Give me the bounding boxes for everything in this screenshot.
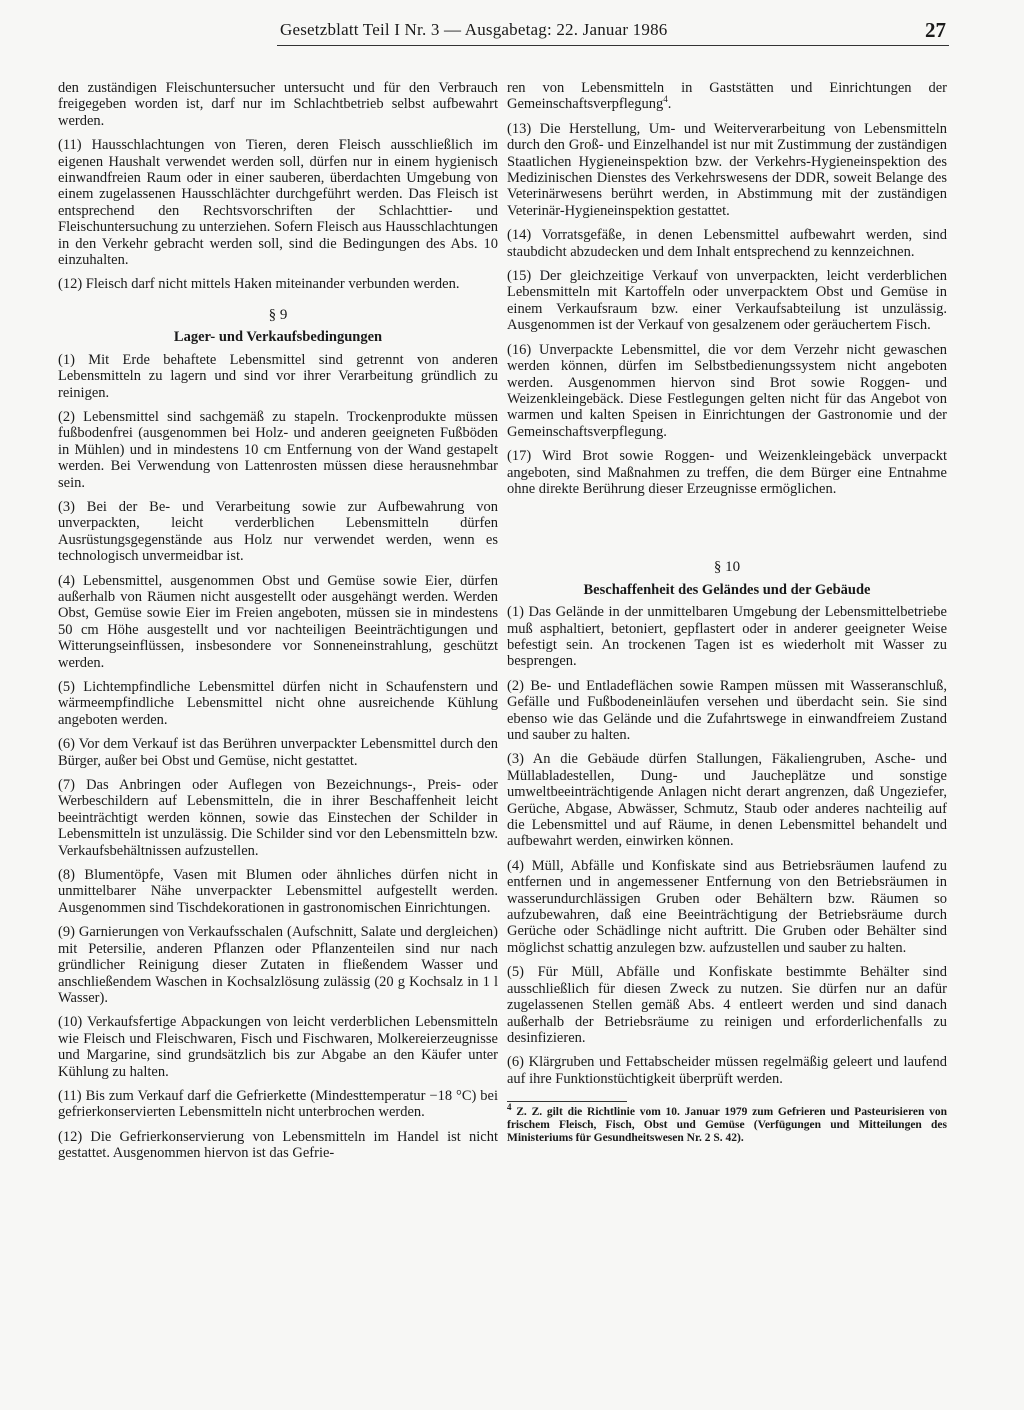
paragraph-9-9: (9) Garnierungen von Verkaufsschalen (Aufschnitt, Salate und dergleichen) mit Petersilie, anderen Pflanzen oder Pflanzenteilen sind nur nach gründlicher Reinigung dieser Zutaten in fließendem Wasser und anschließendem Waschen in Kochsalzlösung zulässig (20 g Kochsalz in 1 l Wasser). [58,924,498,1006]
footnote-rule [507,1101,627,1102]
paragraph-9-5: (5) Lichtempfindliche Lebensmittel dürfen nicht in Schaufenstern und wärmeempfindliche Lebensmittel nicht ohne ausreichende Kühlung angeboten werden. [58,679,498,728]
gazette-title: Gesetzblatt Teil I Nr. 3 — Ausgabetag: 22. Januar 1986 [280,20,668,39]
header-rule [277,45,949,46]
paragraph-9-11: (11) Bis zum Verkauf darf die Gefrierkette (Mindesttemperatur −18 °C) bei gefrierkonservierten Lebensmitteln nicht unterbrochen werden. [58,1087,498,1121]
paragraph-8-12: (12) Fleisch darf nicht mittels Haken miteinander verbunden werden. [58,276,460,293]
section-10-number: § 10 [713,559,741,576]
paragraph-9-7: (7) Das Anbringen oder Auflegen von Bezeichnungs-, Preis- oder Werbeschildern auf Lebensmitteln, die in ihrer Beschaffenheit leicht beeinträchtigt werden können, sowie das Einstechen der Schilder in Lebensmitteln ist unzulässig. Die Schilder sind vor den Lebensmitteln bzw. Verkaufsbehältnissen aufzustellen. [58,777,498,859]
footnote-reference: 4 [663,94,668,105]
paragraph-9-16: (16) Unverpackte Lebensmittel, die vor dem Verzehr nicht gewaschen werden können, dürfen im Selbstbedienungssystem nicht angeboten werden. Ausgenommen hiervon sind Brot sowie Roggen- und Weizenkleingebäck. Diese Festlegungen gelten nicht für das Angebot von warmen und kalten Speisen in Einrichtungen der Gastronomie und der Gemeinschaftsverpflegung. [507,341,947,440]
footnote-number: 4 [507,1102,512,1113]
paragraph-9-12-continued [507,80,947,113]
paragraph-9-4: (4) Lebensmittel, ausgenommen Obst und Gemüse sowie Eier, dürfen außerhalb von Räumen nicht ausgestellt oder ausgehängt werden. Werden Obst, Gemüse sowie Eier im Freien angeboten, müssen sie in mindestens 50 cm Höhe ausgestellt und vor nachteiligen Beeinträchtigungen und Witterungseinflüssen, insbesondere vor Sonneneinstrahlung, geschützt werden. [58,572,498,671]
paragraph-9-10: (10) Verkaufsfertige Abpackungen von leicht verderblichen Lebensmitteln wie Fleisch und Fleischwaren, Fisch und Fischwaren, Molkereierzeugnisse und Margarine, sind grundsätzlich bis zur Abgabe an den Käufer unter Kühlung zu halten. [58,1014,498,1080]
paragraph-9-14: (14) Vorratsgefäße, in denen Lebensmittel aufbewahrt werden, sind staubdicht abzudecken und dem Inhalt entsprechend zu kennzeichnen. [507,227,947,260]
page-header [0,14,1024,54]
paragraph-8-11: (11) Hausschlachtungen von Tieren, deren Fleisch ausschließlich im eigenen Haushalt verwendet werden soll, dürfen nur in einem hygienisch einwandfreien Raum oder in einer sauberen, überdachten Umgebung von einem zugelassenen Hausschlächter durchgeführt werden. Das Fleisch ist entsprechend den Rechtsvorschriften der Schlachttier- und Fleischuntersuchung zu unterziehen. Sofern Fleisch aus Hausschlachtungen in den Verkehr gebracht werden soll, sind die Bedingungen des Abs. 10 einzuhalten. [58,137,498,269]
paragraph-9-13: (13) Die Herstellung, Um- und Weiterverarbeitung von Lebensmitteln durch den Groß- und Einzelhandel ist nur mit Zustimmung der zuständigen Staatlichen Hygieneinspektion bzw. der Verkehrs-Hygieneinspektion des Medizinischen Dienstes des Verkehrswesens der DDR, soweit Belange des Veterinärwesens berührt werden, in Abstimmung mit der zuständigen Veterinär-Hygieneinspektion gestattet. [507,120,947,219]
paragraph-9-15: (15) Der gleichzeitige Verkauf von unverpackten, leicht verderblichen Lebensmitteln mit Kartoffeln oder unverpacktem Obst und Gemüse in einem Verkaufsraum bzw. einer Verkaufsabteilung ist unzulässig. Ausgenommen ist der Verkauf von gesalzenem oder geräuchertem Fisch. [507,268,947,334]
section-9-number: § 9 [268,306,288,323]
paragraph-9-3: (3) Bei der Be- und Verarbeitung sowie zur Aufbewahrung von unverpackten, leicht verderblichen Lebensmitteln dürfen Ausrüstungsgegenstände aus Holz nur verwendet werden, wenn es technologisch unvermeidbar ist. [58,498,498,565]
paragraph-10-4: (4) Müll, Abfälle und Konfiskate sind aus Betriebsräumen laufend zu entfernen und in angemessener Entfernung von den Betriebsräumen in wasserundurchlässigen Gruben oder Behältern bzw. Räumen so aufzubewahren, daß eine Beeinträchtigung der Betriebsräume durch Gerüche oder Schädlinge nicht auftritt. Die Gruben oder Behälter sind möglichst schattig anzulegen bzw. aufzustellen und sauber zu halten. [507,857,947,956]
paragraph-9-2: (2) Lebensmittel sind sachgemäß zu stapeln. Trockenprodukte müssen fußbodenfrei (ausgenommen bei Holz- und anderen geeigneten Fußböden in Mühlen) und in mindestens 10 cm Entfernung von der Wand gestapelt werden. Bei Verwendung von Lattenrosten müssen diese herausnehmbar sein. [58,408,498,491]
spacer [507,505,947,545]
paragraph-9-17: (17) Wird Brot sowie Roggen- und Weizenkleingebäck unverpackt angeboten, sind Maßnahmen zu treffen, die dem Bürger eine Entnahme ohne direkte Berührung dieser Erzeugnisse ermöglichen. [507,448,947,497]
paragraph-10-6: (6) Klärgruben und Fettabscheider müssen regelmäßig geleert und laufend auf ihre Funktionstüchtigkeit überprüft werden. [507,1054,947,1087]
paragraph-10-5: (5) Für Müll, Abfälle und Konfiskate bestimmte Behälter sind ausschließlich für diesen Zweck zu nutzen. Sie dürfen nur an dafür zugelassenen Stellen gemäß Abs. 4 entleert werden und sind danach außerhalb der Betriebsräume zu reinigen und erforderlichenfalls zu desinfizieren. [507,964,947,1046]
paragraph-continued: den zuständigen Fleischuntersucher untersucht und für den Verbrauch freigegeben worden ist, darf nur im Schlachtbetrieb selbst aufbewahrt werden. [58,80,498,129]
paragraph-9-12: (12) Die Gefrierkonservierung von Lebensmitteln im Handel ist nicht gestattet. Ausgenommen hiervon ist das Gefrie- [58,1128,498,1162]
section-10-title: Beschaffenheit des Geländes und der Gebäude [583,581,871,598]
page-number: 27 [925,18,946,42]
paragraph-10-3: (3) An die Gebäude dürfen Stallungen, Fäkaliengruben, Asche- und Müllabladestellen, Dung- und Jaucheplätze und sonstige umweltbeeinträchtigende Anlagen nicht derart angrenzen, daß Ungeziefer, Gerüche, Abgase, Abwässer, Schmutz, Staub oder anderes nachteilig auf die Lebensmittel und auf Räume, in denen Lebensmittel behandelt und aufbewahrt werden, einwirken können. [507,751,947,850]
paragraph-10-1: (1) Das Gelände in der unmittelbaren Umgebung der Lebensmittelbetriebe muß asphaltiert, betoniert, gepflastert oder in anderer geeigneter Weise befestigt sein. An trockenen Tagen ist es wiederholt mit Wasser zu besprengen. [507,604,947,670]
continued-text-end: . [667,96,672,113]
paragraph-9-6: (6) Vor dem Verkauf ist das Berühren unverpackter Lebensmittel durch den Bürger, außer bei Obst und Gemüse, nicht gestattet. [58,736,498,769]
footnote [507,1102,947,1145]
continued-text: ren von Lebensmitteln in Gaststätten und Einrichtungen der Gemeinschaftsverpflegung [507,80,947,113]
paragraph-9-8: (8) Blumentöpfe, Vasen mit Blumen oder ähnliches dürfen nicht in unmittelbarer Nähe unverpackter Lebensmittel aufgestellt werden. Ausgenommen sind Tischdekorationen in gastronomischen Einrichtungen. [58,867,498,916]
paragraph-10-2: (2) Be- und Entladeflächen sowie Rampen müssen mit Wasseranschluß, Gefälle und Fußbodeneinläufen versehen und überdacht sein. Sie sind ebenso wie das Gelände und die Zufahrtswege in einwandfreiem Zustand und sauber zu halten. [507,677,947,743]
right-column [507,80,947,1153]
section-9-title: Lager- und Verkaufsbedingungen [173,329,383,346]
left-column [58,80,498,1170]
footnote-text: Z. Z. gilt die Richtlinie vom 10. Januar 1979 zum Gefrieren und Pasteurisieren von frischem Fleisch, Fisch, Obst und Gemüse (Verfügungen und Mitteilungen des Ministeriums für Gesundheitswesen Nr. 2 S. 42). [507,1106,947,1145]
paragraph-9-1: (1) Mit Erde behaftete Lebensmittel sind getrennt von anderen Lebensmitteln zu lagern und sind vor ihrer Verarbeitung gründlich zu reinigen. [58,351,498,401]
